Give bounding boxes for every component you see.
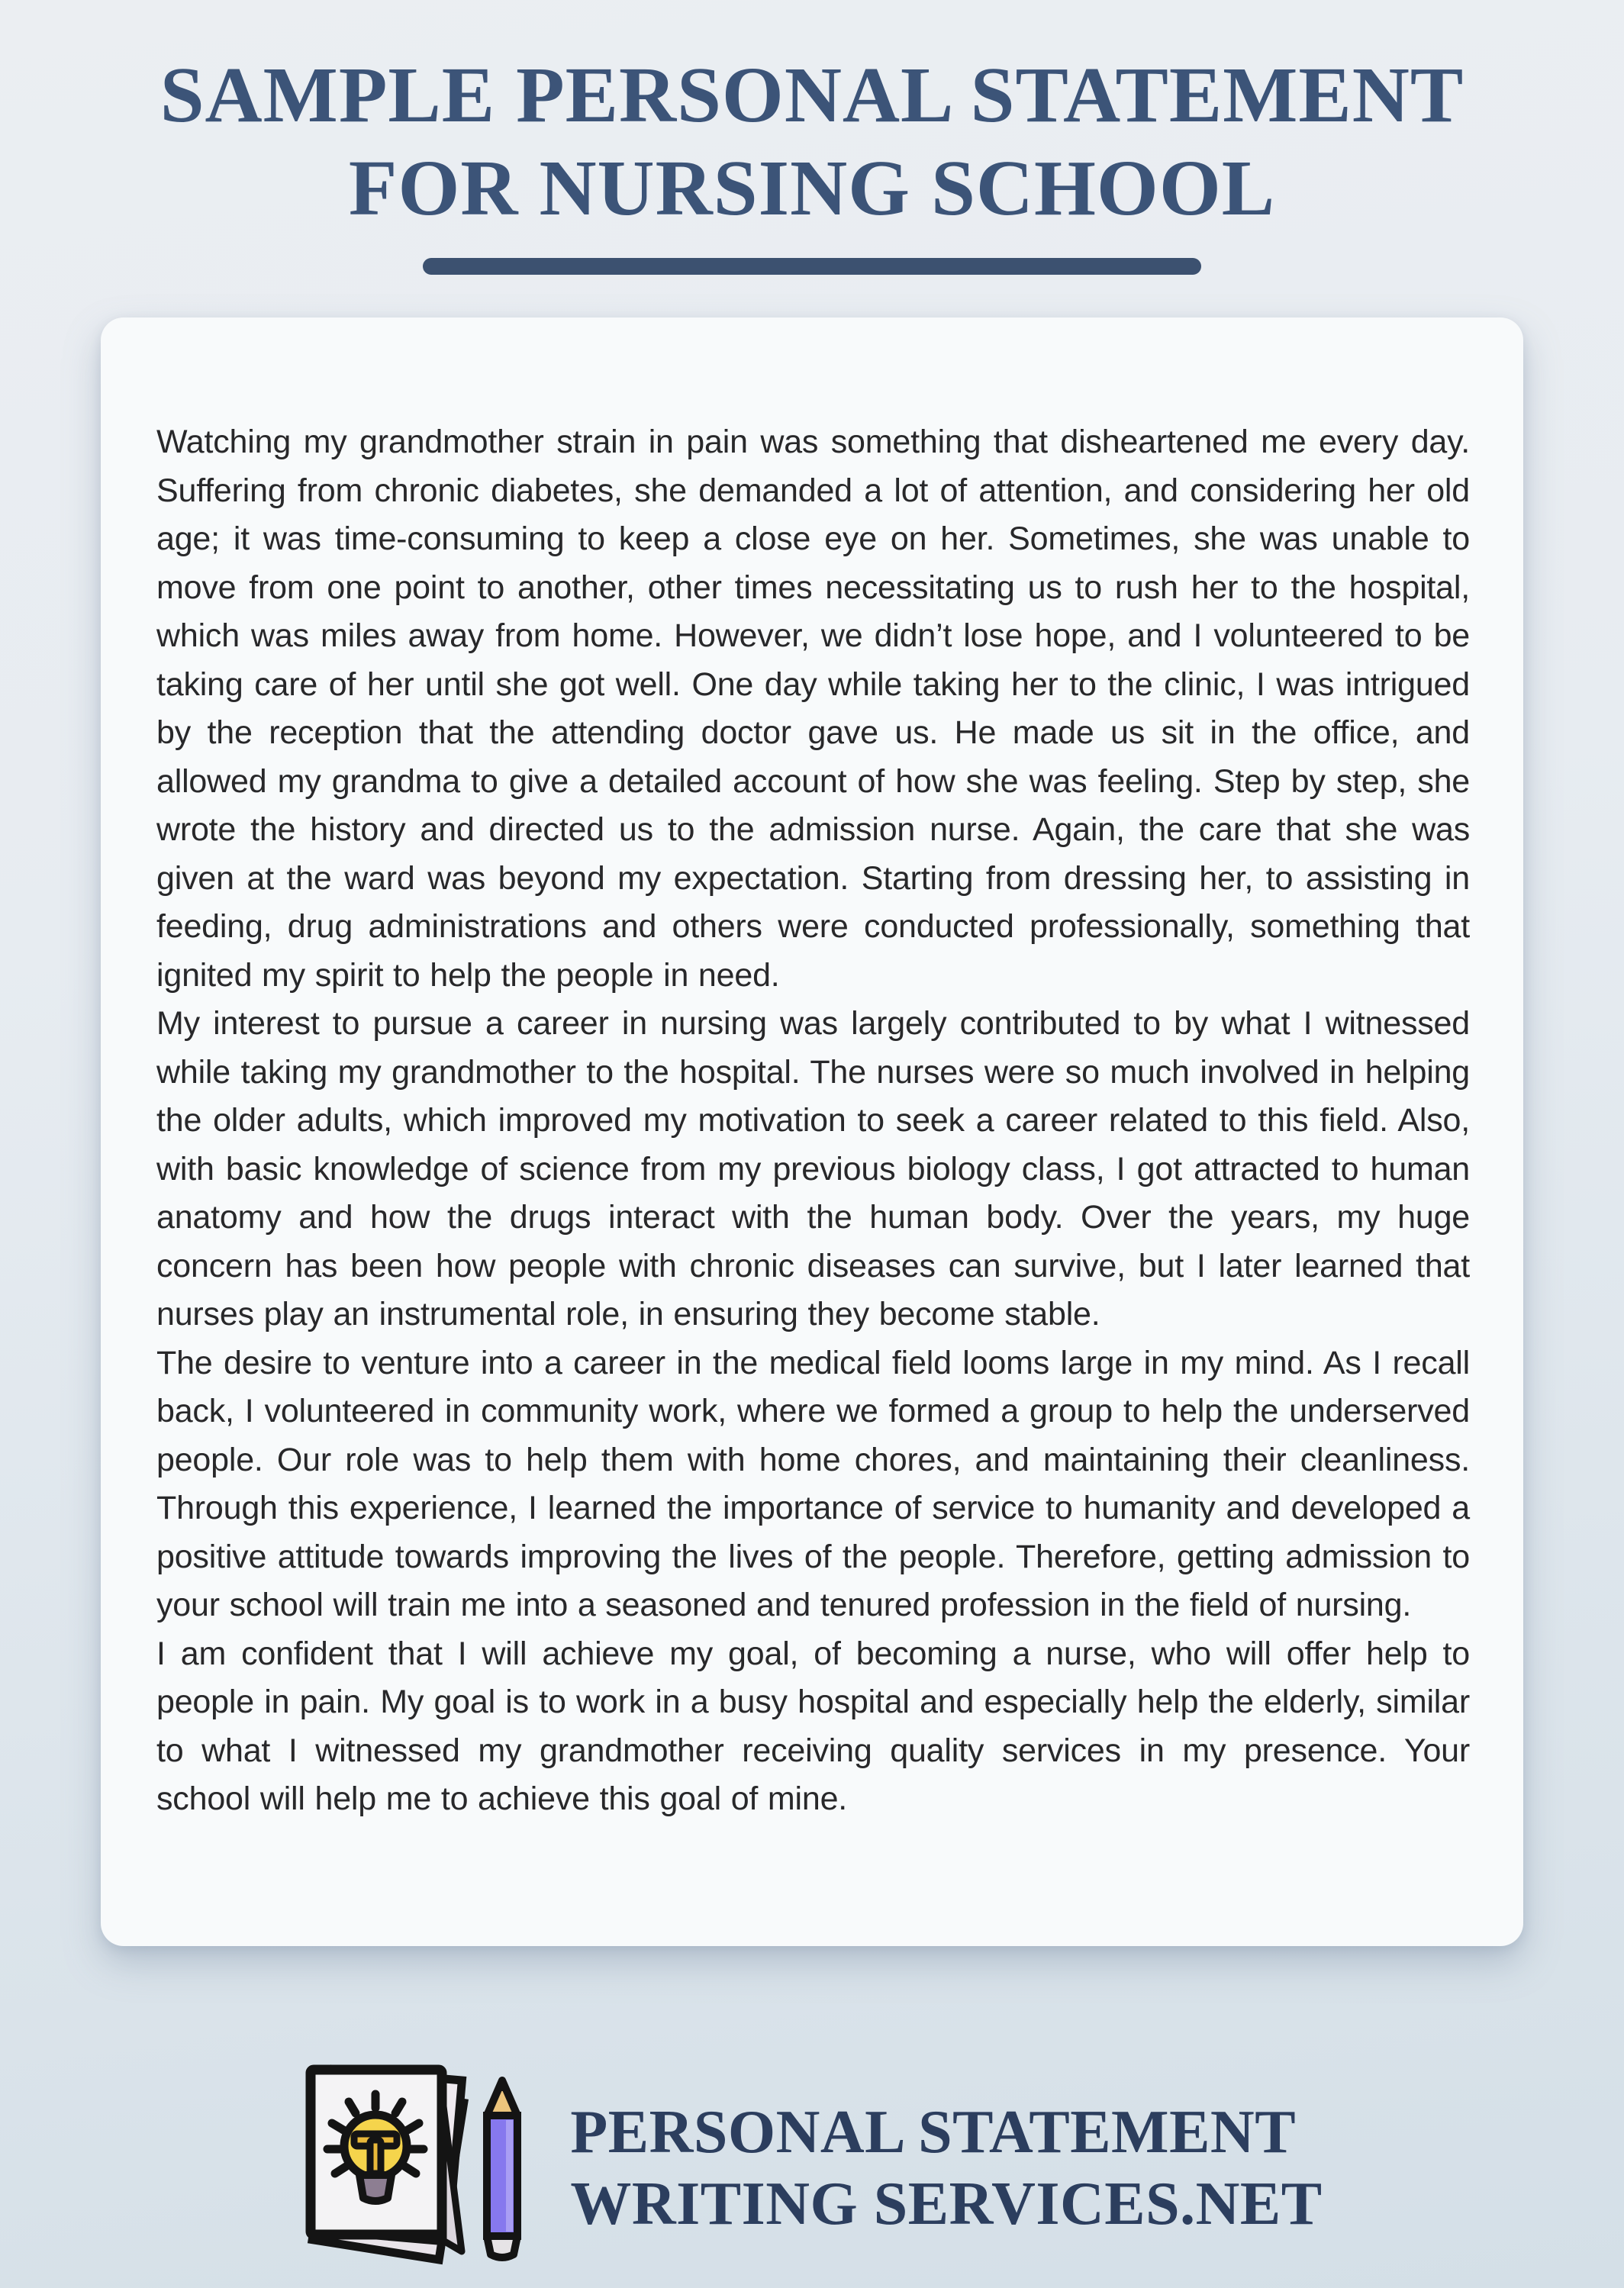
statement-paragraph: I am confident that I will achieve my goal, of becoming a nurse, who will offer help to people in pain. My goal is to work in a busy hospital and especially help the elderly, similar to what I witnessed my grandmother receiving quality services in my presence. Your school will help me to achieve this goal of mine. [156,1635,1470,1817]
brand-text [570,2096,1322,2240]
title-divider [423,258,1201,275]
statement-paragraph: Watching my grandmother strain in pain was something that disheartened me every day. Suffering from chronic diabetes, she demanded a lot of attention, and considering her old age; it was time-consuming to keep a close eye on her. Sometimes, she was unable to move from one point to another, other times necessitating us to rush her to the hospital, which was miles away from home. However, we didn’t lose hope, and I volunteered to be taking care of her until she got well. One day while taking her to the clinic, I was intrigued by the reception that the attending doctor gave us. He made us sit in the office, and allowed my grandma to give a detailed account of how she was feeling. Step by step, she wrote the history and directed us to the admission nurse. Again, the care that she was given at the ward was beyond my expectation. Starting from dressing her, to assisting in feeding, drug administrations and others were conducted professionally, something that ignited my spirit to help the people in need. [156,424,1470,994]
brand-name-line-1: PERSONAL STATEMENT [570,2099,1297,2166]
brand-logo [0,2061,1624,2276]
statement-paragraph: My interest to pursue a career in nursing was largely contributed to by what I witnessed while taking my grandmother to the hospital. The nurses were so much involved in helping the older adults, which improved my motivation to seek a career related to this field. Also, with basic knowledge of science from my previous biology class, I got attracted to human anatomy and how the drugs interact with the human body. Over the years, my huge concern has been how people with chronic diseases can survive, but I later learned that nurses play an instrumental role, in ensuring they become stable. [156,1005,1470,1333]
papers-lightbulb-pencil-icon [301,2061,544,2276]
statement-paragraph: The desire to venture into a career in the medical field looms large in my mind. As I recall back, I volunteered in community work, where we formed a group to help the underserved people. Our role was to help them with home chores, and maintaining their cleanliness. Through this experience, I learned the importance of service to humanity and developed a positive attitude towards improving the lives of the people. Therefore, getting admission to your school will train me into a seasoned and tenured profession in the field of nursing. [156,1344,1470,1623]
title-block [0,0,1624,275]
brand-name-line-2: WRITING SERVICES.NET [570,2170,1323,2238]
page-title-line-1: SAMPLE PERSONAL STATEMENT [160,51,1464,139]
statement-card [101,317,1523,1946]
page-title-line-2: FOR NURSING SCHOOL [348,144,1276,232]
